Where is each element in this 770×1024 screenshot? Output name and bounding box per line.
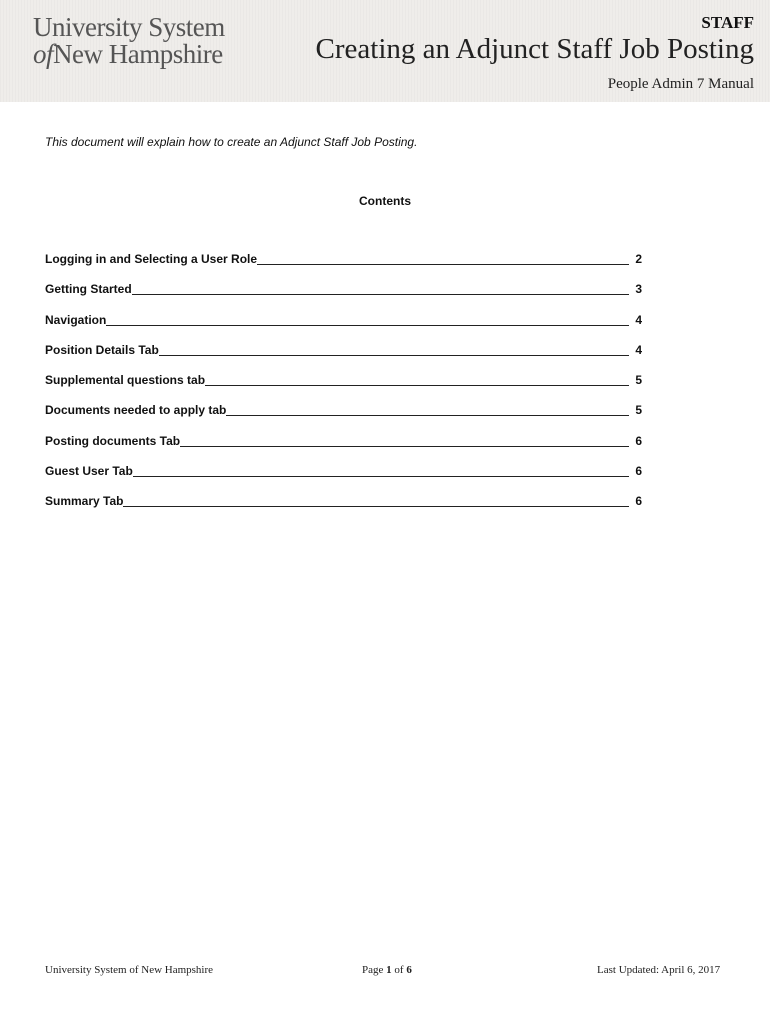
usnh-logo bbox=[33, 14, 225, 68]
toc-item-page: 5 bbox=[635, 403, 642, 418]
toc-item-title: Position Details Tab bbox=[45, 342, 159, 357]
toc-item-page: 2 bbox=[635, 252, 642, 266]
toc-item-title: Navigation bbox=[45, 312, 107, 327]
page-of: of bbox=[394, 964, 404, 976]
footer-org: University System of New Hampshire bbox=[45, 964, 214, 976]
toc-item[interactable] bbox=[45, 373, 642, 403]
toc-item[interactable] bbox=[45, 252, 642, 282]
toc-item[interactable] bbox=[45, 464, 642, 494]
toc-leader bbox=[180, 434, 629, 447]
toc-leader bbox=[133, 464, 629, 477]
toc-item[interactable] bbox=[45, 282, 642, 312]
toc-leader bbox=[106, 313, 629, 326]
toc-leader bbox=[205, 373, 629, 386]
footer-last-updated: Last Updated: April 6, 2017 bbox=[597, 964, 721, 976]
toc-item-title: Supplemental questions tab bbox=[45, 373, 206, 388]
toc-item[interactable] bbox=[45, 403, 642, 433]
logo-line-2 bbox=[33, 41, 225, 68]
manual-label: People Admin 7 Manual bbox=[607, 76, 754, 92]
toc-item-page: 5 bbox=[635, 373, 642, 388]
toc-item-page: 6 bbox=[635, 433, 642, 448]
table-of-contents bbox=[45, 252, 642, 525]
toc-leader bbox=[159, 343, 629, 356]
intro-text: This document will explain how to create an Adjunct Staff Job Posting. bbox=[45, 135, 418, 149]
toc-item[interactable] bbox=[45, 494, 642, 524]
toc-leader bbox=[226, 403, 629, 416]
toc-item-title: Logging in and Selecting a User Role bbox=[45, 252, 258, 266]
toc-item-page: 4 bbox=[635, 342, 642, 357]
page-prefix: Page bbox=[362, 964, 384, 976]
page-current: 1 bbox=[386, 964, 392, 976]
toc-item-title: Getting Started bbox=[45, 282, 132, 297]
toc-item-page: 4 bbox=[635, 312, 642, 327]
toc-item-title: Documents needed to apply tab bbox=[45, 403, 227, 418]
toc-item-page: 6 bbox=[635, 464, 642, 479]
page-total: 6 bbox=[406, 964, 412, 976]
page-header bbox=[0, 0, 770, 102]
footer-page-number bbox=[362, 964, 412, 976]
toc-leader bbox=[132, 282, 629, 295]
toc-item-page: 6 bbox=[635, 494, 642, 509]
toc-item[interactable] bbox=[45, 313, 642, 343]
toc-leader bbox=[257, 252, 629, 265]
contents-heading: Contents bbox=[359, 194, 411, 208]
toc-item[interactable] bbox=[45, 343, 642, 373]
toc-item-title: Posting documents Tab bbox=[45, 433, 181, 448]
toc-item[interactable] bbox=[45, 434, 642, 464]
toc-item-page: 3 bbox=[635, 282, 642, 297]
toc-leader bbox=[123, 494, 629, 507]
logo-line-1: University System bbox=[33, 12, 225, 42]
document-title: Creating an Adjunct Staff Job Posting bbox=[315, 33, 754, 65]
toc-item-title: Summary Tab bbox=[45, 494, 124, 509]
category-label: STAFF bbox=[701, 13, 754, 32]
toc-item-title: Guest User Tab bbox=[45, 464, 133, 479]
logo-of: of bbox=[33, 39, 54, 69]
logo-line-2-text: New Hampshire bbox=[53, 39, 223, 69]
